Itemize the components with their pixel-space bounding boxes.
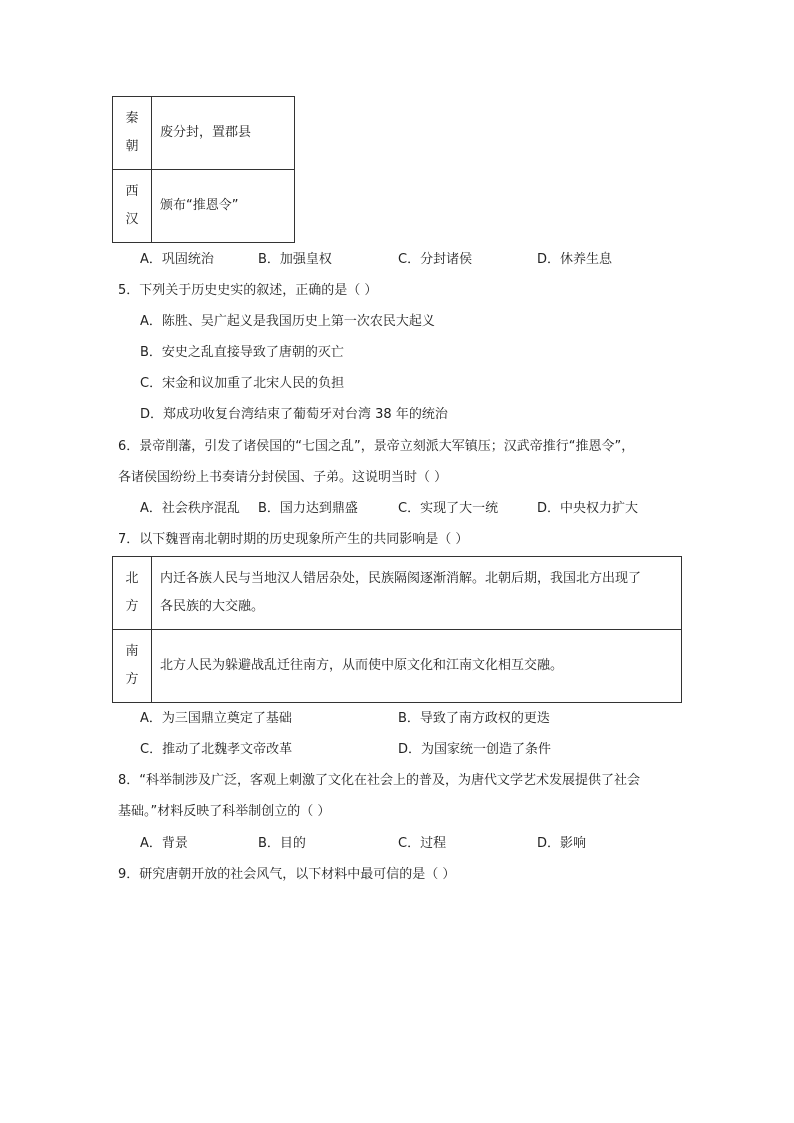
- q7-option-a[interactable]: A．为三国鼎立奠定了基础: [140, 711, 292, 726]
- region-char: 北: [125, 571, 139, 586]
- q6-stem-line1: 6．景帝削藩，引发了诸侯国的“七国之乱”，景帝立刻派大军镇压；汉武帝推行“推恩令”，: [118, 439, 635, 454]
- table-row: [113, 170, 295, 243]
- q5-option-c[interactable]: C．宋金和议加重了北宋人民的负担: [140, 376, 345, 391]
- region-cell: [113, 557, 152, 630]
- description-line: 北方人民为躲避战乱迁往南方，从而使中原文化和江南文化相互交融。: [160, 658, 564, 673]
- q8-option-c[interactable]: C．过程: [398, 836, 447, 851]
- description-cell: [152, 630, 682, 703]
- description-line: 内迁各族人民与当地汉人错居杂处，民族隔阂逐渐消解。北朝后期，我国北方出现了: [160, 571, 642, 586]
- q7-stem: 7．以下魏晋南北朝时期的历史现象所产生的共同影响是（ ）: [118, 532, 469, 547]
- dynasty-char: 西: [125, 184, 139, 199]
- region-table: [112, 556, 682, 703]
- q8-stem-line2: 基础。”材料反映了科举制创立的（ ）: [118, 804, 331, 819]
- q7-option-c[interactable]: C．推动了北魏孝文帝改革: [140, 742, 293, 757]
- dynasty-char: 秦: [125, 111, 139, 126]
- q9-stem: 9．研究唐朝开放的社会风气，以下材料中最可信的是（ ）: [118, 867, 456, 882]
- q6-option-d[interactable]: D．中央权力扩大: [537, 501, 639, 516]
- q8-option-b[interactable]: B．目的: [258, 836, 306, 851]
- table-row: [113, 557, 682, 630]
- q4-option-c[interactable]: C．分封诸侯: [398, 252, 473, 267]
- table-row: [113, 630, 682, 703]
- dynasty-char: 汉: [125, 212, 139, 227]
- q6-stem-line2: 各诸侯国纷纷上书奏请分封侯国、子弟。这说明当时（ ）: [118, 470, 448, 485]
- q5-stem: 5．下列关于历史史实的叙述，正确的是（ ）: [118, 283, 378, 298]
- table-row: [113, 97, 295, 170]
- q7-option-d[interactable]: D．为国家统一创造了条件: [398, 742, 552, 757]
- q6-option-b[interactable]: B．国力达到鼎盛: [258, 501, 358, 516]
- description-cell: [152, 557, 682, 630]
- q5-option-d[interactable]: D．郑成功收复台湾结束了葡萄牙对台湾 38 年的统治: [140, 407, 448, 422]
- q4-option-a[interactable]: A．巩固统治: [140, 252, 214, 267]
- q8-stem-line1: 8．“科举制涉及广泛，客观上刺激了文化在社会上的普及，为唐代文学艺术发展提供了社会: [118, 773, 641, 788]
- description-line: 各民族的大交融。: [160, 599, 265, 614]
- region-cell: [113, 630, 152, 703]
- q8-option-d[interactable]: D．影响: [537, 836, 587, 851]
- q4-option-b[interactable]: B．加强皇权: [258, 252, 332, 267]
- dynasty-char: 朝: [125, 139, 139, 154]
- q5-option-b[interactable]: B．安史之乱直接导致了唐朝的灭亡: [140, 345, 344, 360]
- region-char: 南: [125, 644, 139, 659]
- region-char: 方: [125, 599, 139, 614]
- q6-option-c[interactable]: C．实现了大一统: [398, 501, 499, 516]
- dynasty-cell: [113, 97, 152, 170]
- dynasty-policy-table: [112, 96, 295, 243]
- policy-cell: 废分封，置郡县: [152, 97, 295, 170]
- policy-cell: 颁布“推恩令”: [152, 170, 295, 243]
- region-char: 方: [125, 672, 139, 687]
- q6-option-a[interactable]: A．社会秩序混乱: [140, 501, 240, 516]
- q7-option-b[interactable]: B．导致了南方政权的更迭: [398, 711, 550, 726]
- q4-option-d[interactable]: D．休养生息: [537, 252, 613, 267]
- q8-option-a[interactable]: A．背景: [140, 836, 188, 851]
- q5-option-a[interactable]: A．陈胜、吴广起义是我国历史上第一次农民大起义: [140, 314, 435, 329]
- dynasty-cell: [113, 170, 152, 243]
